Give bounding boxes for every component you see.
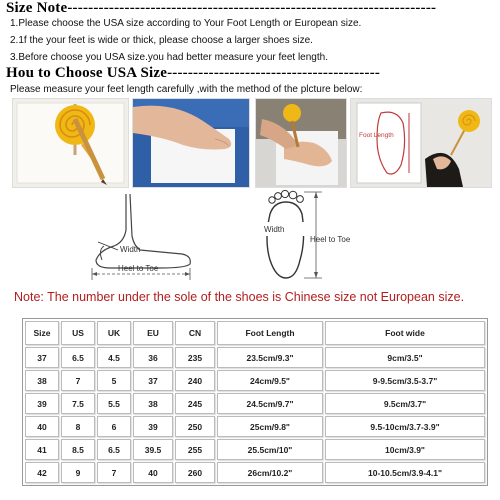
cell-foot-wide: 10cm/3.9" xyxy=(325,439,485,460)
cell-foot-wide: 9-9.5cm/3.5-3.7" xyxy=(325,370,485,391)
cell-uk: 5.5 xyxy=(97,393,131,414)
cell-eu: 36 xyxy=(133,347,173,368)
cell-eu: 37 xyxy=(133,370,173,391)
cell-size: 37 xyxy=(25,347,59,368)
table-row xyxy=(25,462,485,483)
cell-us: 7.5 xyxy=(61,393,95,414)
header-size: Size xyxy=(25,321,59,345)
side-heel-to-toe-label: Heel to Toe xyxy=(118,264,159,273)
size-note-heading: Size Note----------------------------------------------------------------------- xyxy=(6,0,437,16)
table-row xyxy=(25,439,485,460)
cell-cn: 250 xyxy=(175,416,215,437)
photo-foot-on-paper xyxy=(132,98,250,188)
cell-foot-length: 24cm/9.5" xyxy=(217,370,323,391)
cell-eu: 39.5 xyxy=(133,439,173,460)
cell-us: 8 xyxy=(61,416,95,437)
size-note-line-3: 3.Before choose you USA size.you had better measure your feet length. xyxy=(10,52,328,63)
cell-eu: 40 xyxy=(133,462,173,483)
cell-size: 39 xyxy=(25,393,59,414)
cell-eu: 38 xyxy=(133,393,173,414)
cell-uk: 7 xyxy=(97,462,131,483)
side-width-label: Width xyxy=(120,245,141,254)
table-row xyxy=(25,416,485,437)
cell-cn: 235 xyxy=(175,347,215,368)
photo-lollipop-pencil xyxy=(12,98,129,188)
photo-foot-outline xyxy=(350,98,492,188)
cell-cn: 240 xyxy=(175,370,215,391)
cell-uk: 4.5 xyxy=(97,347,131,368)
chinese-size-note: Note: The number under the sole of the shoes is Chinese size not European size. xyxy=(14,290,465,304)
size-note-line-1: 1.Please choose the USA size according to Your Foot Length or European size. xyxy=(10,18,362,29)
cell-foot-length: 26cm/10.2" xyxy=(217,462,323,483)
sole-width-label: Width xyxy=(264,225,285,234)
cell-foot-wide: 10-10.5cm/3.9-4.1" xyxy=(325,462,485,483)
cell-size: 41 xyxy=(25,439,59,460)
header-eu: EU xyxy=(133,321,173,345)
how-to-instruction: Please measure your feet length carefully ,with the method of the plcture below: xyxy=(10,84,363,95)
cell-us: 9 xyxy=(61,462,95,483)
size-chart-table xyxy=(22,318,488,486)
cell-size: 38 xyxy=(25,370,59,391)
cell-foot-length: 25.5cm/10" xyxy=(217,439,323,460)
cell-us: 8.5 xyxy=(61,439,95,460)
header-us: US xyxy=(61,321,95,345)
cell-size: 42 xyxy=(25,462,59,483)
cell-cn: 245 xyxy=(175,393,215,414)
header-cn: CN xyxy=(175,321,215,345)
foot-length-label: Foot Length xyxy=(359,132,394,139)
cell-foot-length: 23.5cm/9.3" xyxy=(217,347,323,368)
cell-uk: 6 xyxy=(97,416,131,437)
cell-cn: 260 xyxy=(175,462,215,483)
size-note-line-2: 2.1f the your feet is wide or thick, please choose a larger shoes size. xyxy=(10,35,313,46)
table-row xyxy=(25,393,485,414)
cell-cn: 255 xyxy=(175,439,215,460)
cell-size: 40 xyxy=(25,416,59,437)
table-header-row xyxy=(25,321,485,345)
how-to-heading: Hou to Choose USA Size----------------------------------------- xyxy=(6,65,381,81)
header-foot-wide: Foot wide xyxy=(325,321,485,345)
header-uk: UK xyxy=(97,321,131,345)
photo-tracing-foot xyxy=(255,98,347,188)
cell-eu: 39 xyxy=(133,416,173,437)
sole-heel-to-toe-label: Heel to Toe xyxy=(310,235,351,244)
header-foot-length: Foot Length xyxy=(217,321,323,345)
cell-foot-length: 25cm/9.8" xyxy=(217,416,323,437)
foot-side-diagram xyxy=(70,190,210,285)
table-row xyxy=(25,370,485,391)
table-row xyxy=(25,347,485,368)
cell-us: 6.5 xyxy=(61,347,95,368)
foot-sole-diagram xyxy=(240,190,390,285)
cell-foot-length: 24.5cm/9.7" xyxy=(217,393,323,414)
cell-uk: 5 xyxy=(97,370,131,391)
cell-foot-wide: 9.5-10cm/3.7-3.9" xyxy=(325,416,485,437)
cell-foot-wide: 9cm/3.5" xyxy=(325,347,485,368)
cell-foot-wide: 9.5cm/3.7" xyxy=(325,393,485,414)
cell-us: 7 xyxy=(61,370,95,391)
cell-uk: 6.5 xyxy=(97,439,131,460)
